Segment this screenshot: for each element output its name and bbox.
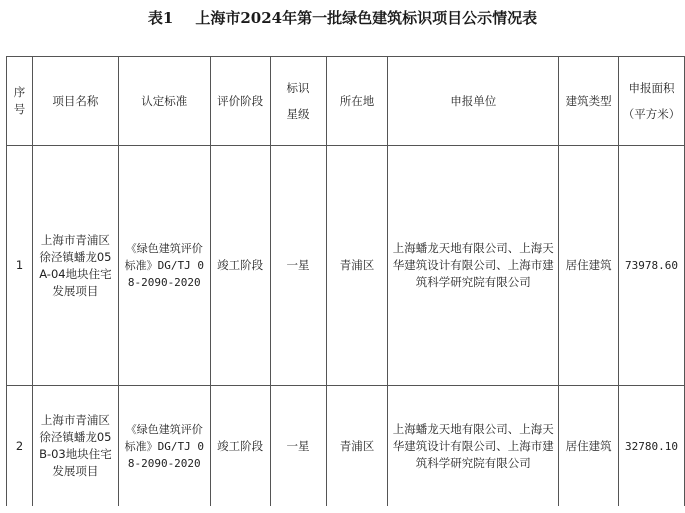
- table-row: [7, 386, 685, 507]
- header-stage: 评价阶段: [210, 57, 270, 146]
- cell-area: 32780.10: [619, 386, 685, 507]
- cell-location: 青浦区: [326, 386, 388, 507]
- cell-seq: 1: [7, 146, 33, 386]
- header-applicant: 申报单位: [388, 57, 559, 146]
- header-seq: 序号: [7, 57, 33, 146]
- cell-applicant: 上海蟠龙天地有限公司、上海天华建筑设计有限公司、上海市建筑科学研究院有限公司: [388, 386, 559, 507]
- cell-location: 青浦区: [326, 146, 388, 386]
- cell-applicant: 上海蟠龙天地有限公司、上海天华建筑设计有限公司、上海市建筑科学研究院有限公司: [388, 146, 559, 386]
- header-location: 所在地: [326, 57, 388, 146]
- cell-project-name: 上海市青浦区徐泾镇蟠龙05B-03地块住宅发展项目: [32, 386, 118, 507]
- header-standard: 认定标准: [118, 57, 210, 146]
- header-area-line2: （平方米）: [622, 107, 681, 121]
- header-building-type: 建筑类型: [559, 57, 619, 146]
- cell-level: 一星: [270, 386, 326, 507]
- cell-project-name: 上海市青浦区徐泾镇蟠龙05A-04地块住宅发展项目: [32, 146, 118, 386]
- cell-seq: 2: [7, 386, 33, 507]
- cell-stage: 竣工阶段: [210, 386, 270, 507]
- header-level-line2: 星级: [286, 107, 310, 121]
- header-row: [7, 57, 685, 146]
- cell-stage: 竣工阶段: [210, 146, 270, 386]
- header-level-line1: 标识: [286, 81, 310, 95]
- cell-standard: 《绿色建筑评价标准》DG/TJ 08-2090-2020: [118, 146, 210, 386]
- header-area-line1: 申报面积: [628, 81, 675, 95]
- table-row: [7, 146, 685, 386]
- cell-building-type: 居住建筑: [559, 386, 619, 507]
- cell-level: 一星: [270, 146, 326, 386]
- table-number: 表1: [147, 9, 174, 27]
- cell-area: 73978.60: [619, 146, 685, 386]
- table-title-text: 上海市2024年第一批绿色建筑标识项目公示情况表: [195, 9, 538, 27]
- header-level: [270, 57, 326, 146]
- cell-building-type: 居住建筑: [559, 146, 619, 386]
- table-title: [0, 8, 685, 28]
- project-table: [6, 56, 685, 506]
- header-project-name: 项目名称: [32, 57, 118, 146]
- header-area: [619, 57, 685, 146]
- cell-standard: 《绿色建筑评价标准》DG/TJ 08-2090-2020: [118, 386, 210, 507]
